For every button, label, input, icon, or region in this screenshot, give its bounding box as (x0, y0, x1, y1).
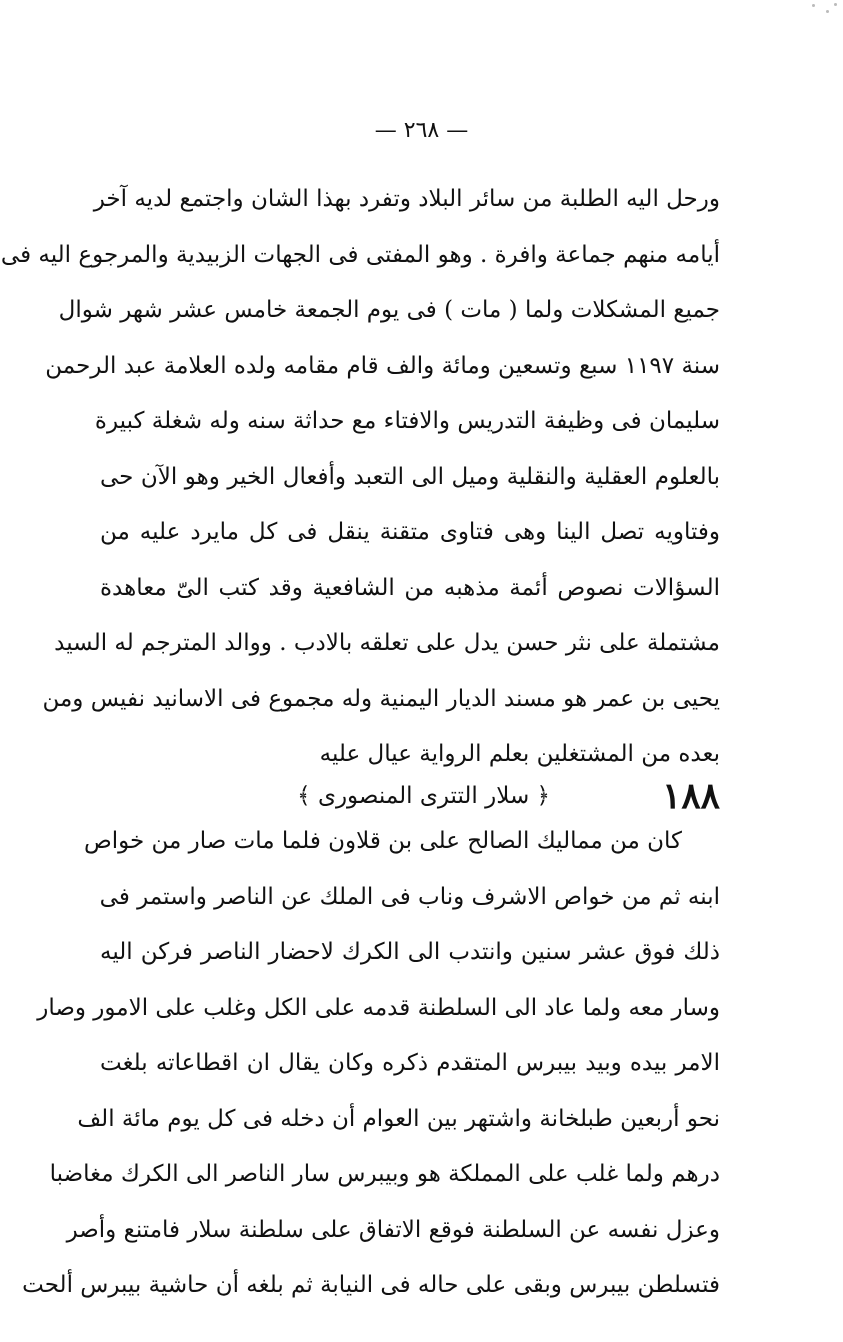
paragraph-1 (0, 172, 720, 783)
text-line: وعزل نفسه عن السلطنة فوقع الاتفاق على سلطنة سلار فامتنع وأصر (66, 1216, 720, 1243)
text-line: نحو أربعين طبلخانة واشتهر بين العوام أن دخله فى كل يوم مائة الف (77, 1105, 720, 1132)
entry-number: ١٨٨ (661, 775, 720, 817)
text-line: السؤالات نصوص أئمة مذهبه من الشافعية وقد كتب الىّ معاهدة (100, 574, 720, 601)
text-line: مشتملة على نثر حسن يدل على تعلقه بالادب . ووالد المترجم له السيد (54, 630, 720, 656)
scan-speck (812, 4, 815, 7)
text-line: جميع المشكلات ولما ( مات ) فى يوم الجمعة خامس عشر شهر شوال (58, 297, 720, 323)
page-number: — ٢٦٨ — (374, 118, 469, 143)
text-line: كان من مماليك الصالح على بن قلاون فلما مات صار من خواص (83, 828, 682, 854)
text-line: بعده من المشتغلين بعلم الرواية عيال عليه (319, 741, 720, 767)
text-line: فتسلطن بيبرس وبقى على حاله فى النيابة ثم بلغه أن حاشية بيبرس ألحت (22, 1272, 720, 1298)
text-line: ورحل اليه الطلبة من سائر البلاد وتفرد بهذا الشان واجتمع لديه آخر (93, 186, 720, 212)
paragraph-2 (22, 814, 720, 1314)
text-line: أيامه منهم جماعة وافرة . وهو المفتى فى الجهات الزبيدية والمرجوع اليه فى (0, 241, 720, 268)
text-line: سليمان فى وظيفة التدريس والافتاء مع حداثة سنه وله شغلة كبيرة (94, 408, 720, 434)
text-line: درهم ولما غلب على المملكة هو وبيبرس سار الناصر الى الكرك مغاضبا (49, 1161, 720, 1187)
text-line: يحيى بن عمر هو مسند الديار اليمنية وله مجموع فى الاسانيد نفيس ومن (42, 685, 720, 712)
text-line: ابنه ثم من خواص الاشرف وناب فى الملك عن الناصر واستمر فى (99, 883, 720, 910)
text-line: الامر بيده وبيد بيبرس المتقدم ذكره وكان يقال ان اقطاعاته بلغت (100, 1050, 720, 1076)
text-line: وفتاويه تصل الينا وهى فتاوى متقنة ينقل فى كل مايرد عليه من (100, 519, 720, 545)
text-line: ذلك فوق عشر سنين وانتدب الى الكرك لاحضار الناصر فركن اليه (100, 939, 720, 965)
scan-speck (834, 3, 837, 6)
entry-title: ﴿ سلار التترى المنصورى ﴾ (297, 783, 550, 809)
text-line: سنة ١١٩٧ سبع وتسعين ومائة والف قام مقامه ولده العلامة عبد الرحمن (45, 352, 720, 379)
text-line: وسار معه ولما عاد الى السلطنة قدمه على الكل وغلب على الامور وصار (37, 994, 720, 1021)
scan-speck (826, 10, 829, 13)
text-line: بالعلوم العقلية والنقلية وميل الى التعبد وأفعال الخير وهو الآن حى (100, 463, 720, 490)
